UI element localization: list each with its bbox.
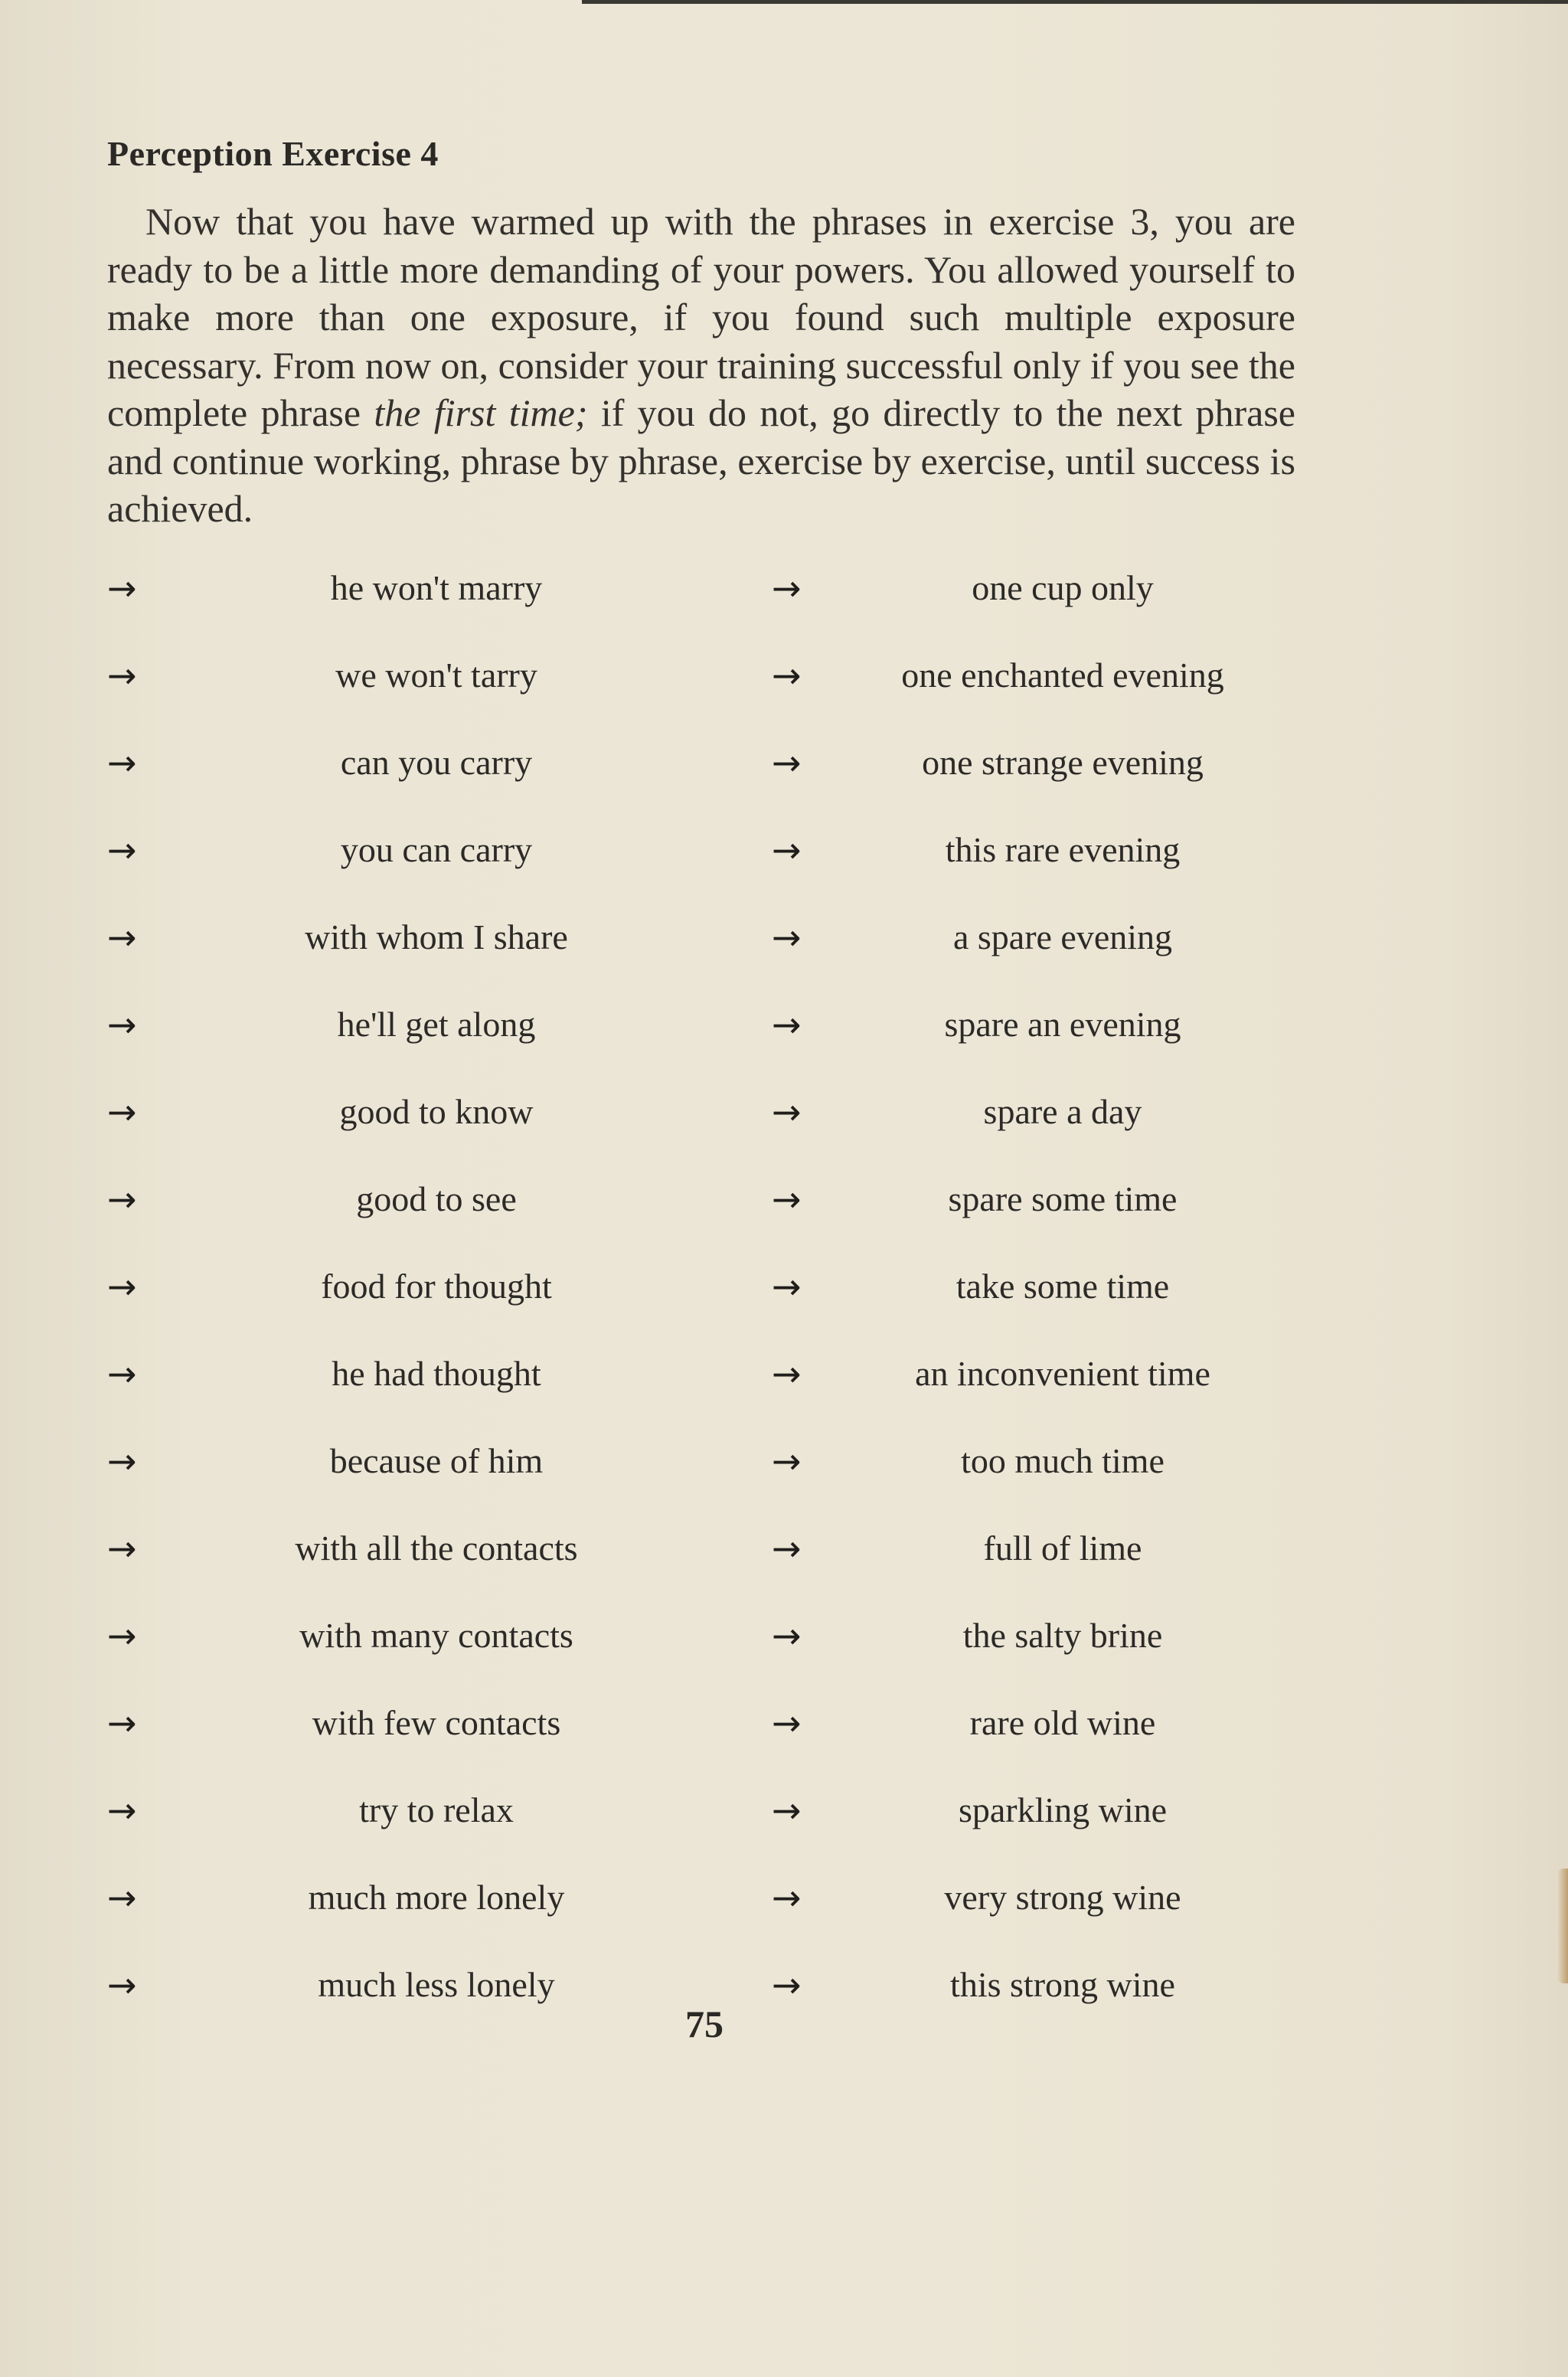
arrow-icon: →: [772, 1702, 802, 1744]
phrase-row: [772, 1351, 1461, 1438]
arrow-icon: →: [772, 1353, 802, 1394]
phrase-text: with few contacts: [312, 1703, 561, 1742]
phrase-row: [772, 1176, 1461, 1264]
phrase-text: this rare evening: [945, 830, 1181, 869]
phrase-text: the salty brine: [962, 1616, 1163, 1655]
phrase-row: [107, 1700, 796, 1787]
phrase-row: [107, 1525, 796, 1613]
arrow-icon: →: [772, 1877, 802, 1918]
phrase-row: [772, 1875, 1461, 1962]
phrase-text: rare old wine: [969, 1703, 1156, 1742]
arrow-icon: →: [772, 1615, 802, 1656]
page-edge-stain: [1557, 1869, 1568, 1983]
arrow-icon: →: [107, 1964, 137, 2006]
phrase-row: [772, 1962, 1461, 2049]
phrase-text: too much time: [961, 1441, 1165, 1480]
arrow-icon: →: [107, 1877, 137, 1918]
arrow-icon: →: [107, 1179, 137, 1220]
phrase-text: sparkling wine: [958, 1790, 1168, 1829]
phrase-text: much more lonely: [308, 1878, 565, 1917]
phrase-text: full of lime: [983, 1529, 1142, 1568]
phrase-row: [107, 1351, 796, 1438]
intro-emphasis: the first time;: [374, 391, 588, 434]
phrase-row: [107, 652, 796, 740]
arrow-icon: →: [772, 742, 802, 783]
phrase-row: [107, 565, 796, 652]
phrase-row: [107, 1264, 796, 1351]
arrow-icon: →: [772, 917, 802, 958]
phrase-text: one cup only: [972, 568, 1154, 607]
phrase-text: with all the contacts: [295, 1529, 578, 1568]
phrase-row: [107, 1002, 796, 1089]
phrase-row: [772, 652, 1461, 740]
phrase-text: try to relax: [359, 1790, 514, 1829]
page-number: 75: [685, 2003, 724, 2045]
phrase-text: with whom I share: [305, 917, 568, 956]
arrow-icon: →: [107, 1790, 137, 1831]
phrase-row: [772, 914, 1461, 1002]
arrow-icon: →: [772, 1440, 802, 1482]
phrase-text: much less lonely: [318, 1965, 555, 2004]
arrow-icon: →: [107, 1440, 137, 1482]
arrow-icon: →: [107, 655, 137, 696]
phrase-text: with many contacts: [299, 1616, 573, 1655]
phrase-text: an inconvenient time: [915, 1354, 1210, 1393]
phrase-row: [772, 1438, 1461, 1525]
phrase-row: [772, 1787, 1461, 1875]
phrase-text: we won't tarry: [335, 656, 537, 695]
phrase-row: [772, 740, 1461, 827]
phrase-text: spare an evening: [944, 1005, 1181, 1044]
intro-paragraph: [107, 198, 1295, 533]
phrase-row: [772, 1700, 1461, 1787]
phrase-text: good to know: [339, 1092, 534, 1131]
phrase-text: very strong wine: [944, 1878, 1181, 1917]
phrase-row: [107, 1089, 796, 1176]
phrase-row: [772, 565, 1461, 652]
right-phrase-column: [772, 565, 1461, 2049]
phrase-row: [107, 1176, 796, 1264]
arrow-icon: →: [772, 1964, 802, 2006]
arrow-icon: →: [772, 1266, 802, 1307]
phrase-text: take some time: [956, 1267, 1170, 1306]
phrase-row: [107, 1875, 796, 1962]
phrase-text: one strange evening: [922, 743, 1204, 782]
arrow-icon: →: [772, 655, 802, 696]
phrase-row: [772, 1002, 1461, 1089]
phrase-row: [107, 827, 796, 914]
arrow-icon: →: [107, 742, 137, 783]
intro-text-end: if you do not, go directly to the next phrase and continue working, phrase by phrase, exercise by exercise, until success is achieved.: [107, 391, 1295, 530]
phrase-text: spare some time: [948, 1179, 1178, 1218]
phrase-row: [107, 1613, 796, 1700]
phrase-text: because of him: [329, 1441, 544, 1480]
phrase-row: [107, 1787, 796, 1875]
arrow-icon: →: [107, 1615, 137, 1656]
phrase-text: a spare evening: [952, 917, 1173, 956]
left-phrase-column: [107, 565, 796, 2049]
phrase-row: [772, 1525, 1461, 1613]
arrow-icon: →: [772, 829, 802, 871]
arrow-icon: →: [107, 1266, 137, 1307]
phrase-row: [772, 827, 1461, 914]
phrase-text: spare a day: [983, 1092, 1142, 1131]
arrow-icon: →: [772, 1091, 802, 1133]
phrase-text: can you carry: [340, 743, 533, 782]
top-edge-rule: [582, 0, 1568, 4]
phrase-row: [772, 1089, 1461, 1176]
phrase-row: [107, 740, 796, 827]
phrase-row: [772, 1264, 1461, 1351]
arrow-icon: →: [107, 829, 137, 871]
arrow-icon: →: [107, 1702, 137, 1744]
phrase-row: [107, 914, 796, 1002]
phrase-text: good to see: [356, 1179, 517, 1218]
phrase-text: he won't marry: [330, 568, 543, 607]
arrow-icon: →: [107, 567, 137, 609]
exercise-heading: Perception Exercise 4: [107, 134, 439, 173]
arrow-icon: →: [107, 1528, 137, 1569]
phrase-text: one enchanted evening: [901, 656, 1224, 695]
phrase-text: you can carry: [340, 830, 533, 869]
arrow-icon: →: [772, 1528, 802, 1569]
intro-text-start: Now that you have warmed up with the phrases in exercise 3, you are ready to be a little more demanding of your powers. You allowed yourself to make more than one exposure, if you found such multiple exposure necessary. From now on, consider your training successful only if you see the complete phrase: [107, 200, 1295, 434]
arrow-icon: →: [107, 917, 137, 958]
phrase-text: this strong wine: [950, 1965, 1175, 2004]
arrow-icon: →: [772, 1004, 802, 1045]
arrow-icon: →: [107, 1004, 137, 1045]
arrow-icon: →: [772, 1790, 802, 1831]
phrase-row: [107, 1438, 796, 1525]
arrow-icon: →: [772, 567, 802, 609]
arrow-icon: →: [107, 1091, 137, 1133]
arrow-icon: →: [107, 1353, 137, 1394]
phrase-text: he had thought: [332, 1354, 541, 1393]
phrase-text: he'll get along: [337, 1005, 536, 1044]
phrase-text: food for thought: [321, 1267, 552, 1306]
phrase-row: [772, 1613, 1461, 1700]
arrow-icon: →: [772, 1179, 802, 1220]
